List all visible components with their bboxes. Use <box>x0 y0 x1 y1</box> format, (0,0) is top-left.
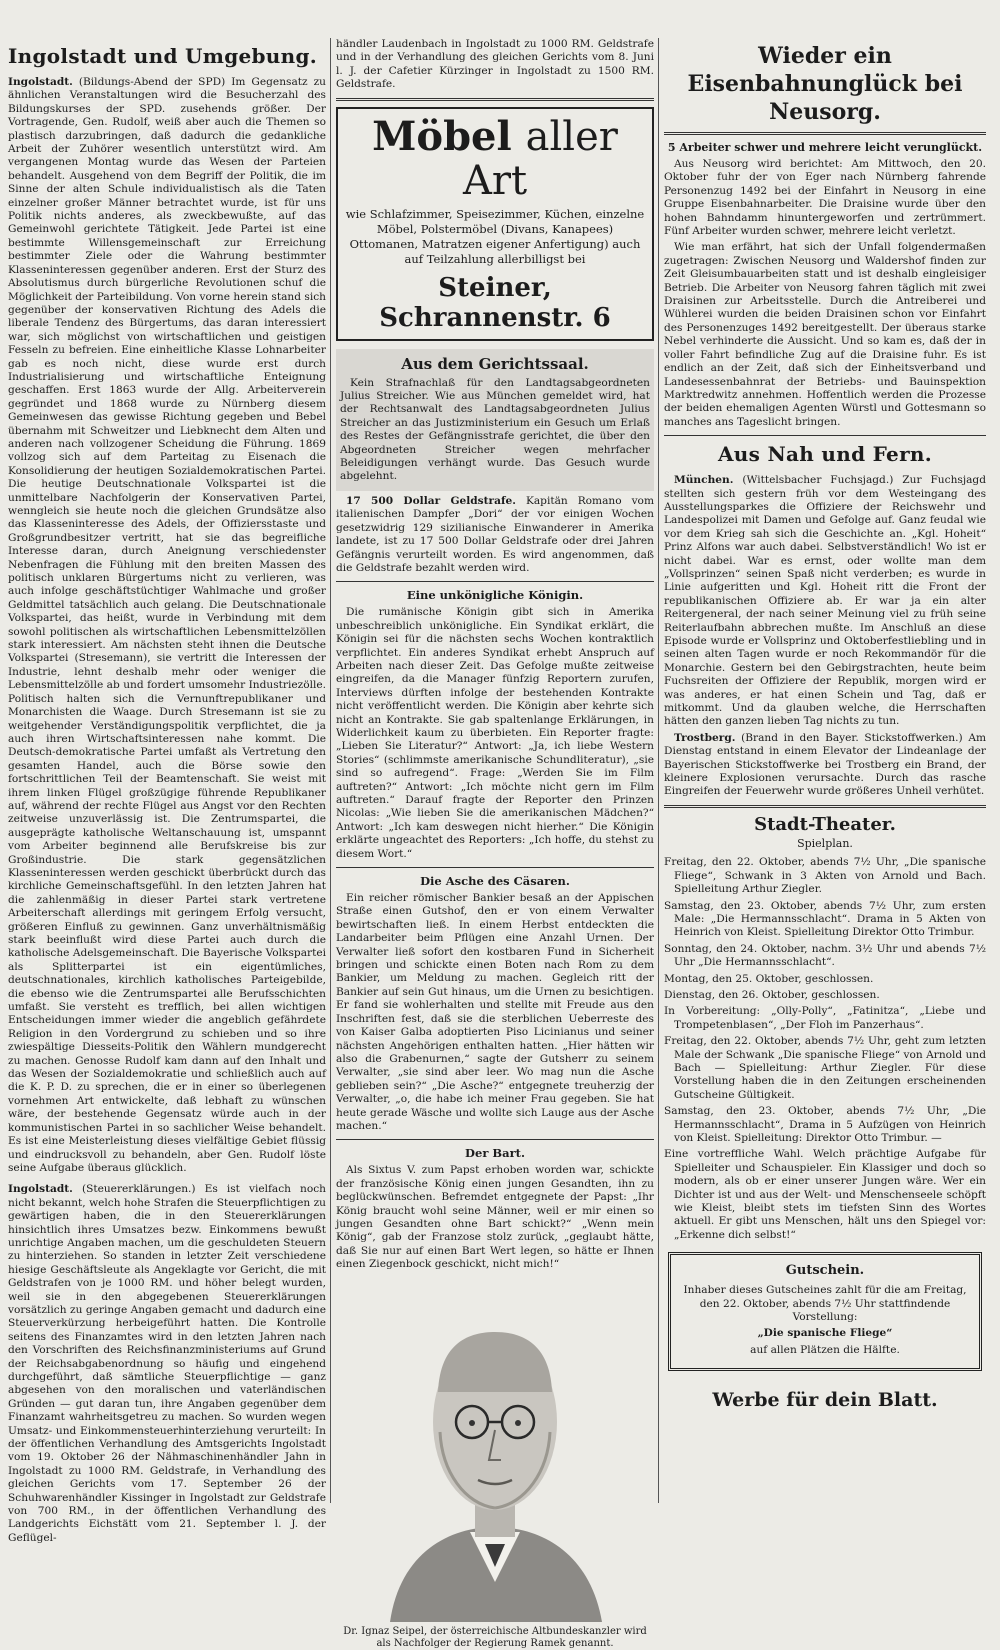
divider <box>336 867 654 868</box>
article-bildungsabend <box>8 76 326 1175</box>
article-body: Zur Fuchsjagd stellten sich gestern früh vor dem Westeingang des Ausstellungsparkes die Offiziere der Reichswehr und Landespolizei mit Damen und Gefolge auf. Ganz feudal wie vor dem Krieg sah sich die Geschichte an. „Kgl. Hoheit“ Prinz Alfons war auch dabei. Selbstverständlich! Wo ist er nicht dabei. War es ernst, oder wollte man dem „Vollsprinzen“ seinen Spaß nicht verderben; es wurde in Linie aufgeritten und Kgl. Hoheit ritt die Front der republikanischen Offiziere ab. Er war ja ein alter Reitergeneral, der nach seiner Meinung viel zu früh seine Reiterlaufbahn abbrechen mußte. Im Anschluß an diese Episode wurde er Vollsprinz und Oktoberfestliebling und in seinen alten Tagen wurde er noch Rekommandör für die Monarchie. Gestern bei den Gebirgstrachten, heute beim Fuchsreiten der Offiziere der Republik, morgen wird er was anderes, er hat einen Schein und Tag, daß er mitkommt. Und da glauben welche, die Herrschaften hätten den ganzen lieben Tag nichts zu tun. <box>664 474 986 728</box>
theatre-subheading: Spielplan. <box>797 836 853 850</box>
court-article-dollar <box>336 495 654 575</box>
schedule-item: Freitag, den 22. Oktober, abends 7½ Uhr, geht zum letzten Male der Schwank „Die spanische Fliege“ von Arnold und Bach — Spielleitung: Arthur Ziegler. Für diese Vorstellung haben die in den Zeitungen erscheinenden Gutscheine Gültigkeit. <box>664 1035 986 1101</box>
rail-accident-headline: Wieder ein Eisenbahnunglück bei Neusorg. <box>687 43 963 125</box>
divider <box>664 132 986 135</box>
article-subtitle: (Brand in den Bayer. Stickstoffwerken.) <box>741 731 963 744</box>
coupon-text: Inhaber dieses Gutscheines zahlt für die am Freitag, den 22. Oktober, abends 7½ Uhr stattfindende Vorstellung: <box>683 1284 967 1324</box>
column-divider <box>658 38 659 1503</box>
rail-accident-subheadline: 5 Arbeiter schwer und mehrere leicht verunglückt. <box>667 141 983 154</box>
schedule-item: Montag, den 25. Oktober, geschlossen. <box>664 972 874 985</box>
schedule-item: Freitag, den 22. Oktober, abends 7½ Uhr, „Die spanische Fliege“, Schwank in 3 Akten von Arnold und Bach. Spielleitung Arthur Ziegler. <box>664 856 986 896</box>
coupon-title: „Die spanische Fliege“ <box>757 1327 893 1340</box>
article-body: Im Gegensatz zu ähnlichen Veranstaltungen wird die Besucherzahl des Bildungskurses der SPD. zusehends größer. Der Vortragende, Gen. Rudolf, weiß aber auch die Themen so plastisch darzubringen, daß dadurch die gedankliche Arbeit der Zuhörer wesentlich unterstützt wird. Am vergangenen Montag wurde das Wesen der Parteien behandelt. Ausgehend von dem Begriff der Politik, die im Sinne der alten Schule individualistisch als die Taten einzelner großer Männer betrachtet wurde, ist für uns Politik nichts anderes, als zweckbewußte, auf das Gemeinwohl gerichtete Tätigkeit. Jede Partei ist eine bestimmte Willensgemeinschaft zur Erreichung bestimmter Ziele oder die Wahrung bestimmter Klasseninteressen gegenüber anderen. Erst der Sturz des Absolutismus durch bürgerliche Revolutionen schuf die Möglichkeit der Parteibildung. Von vorne herein stand sich gegenüber der konservativen Richtung des Adels die liberale Tendenz des Bürgertums, das daran interessiert war, sich möglichst von wirtschaftlichen und geistigen Fesseln zu befreien. Eine einheitliche Klasse Lohnarbeiter gab es noch nicht, diese wurde erst durch Industrialisierung und wirtschaftliche Enteignung geschaffen. Erst 1863 wurde der Allg. Arbeiterverein gegründet und 1868 wurde zu Nürnberg diesem Gemeinwesen das gewisse Richtung gegeben und Bebel übernahm mit Schweitzer und Liebknecht dem Alten und anderen nach vollzogener Scheidung die Führung. 1869 vollzog sich auf dem Parteitag zu Eisenach die Konsolidierung der heutigen Sozialdemokratischen Partei. Die heutige Deutschnationale Volkspartei ist die unmittelbare Nachfolgerin der Konservativen Partei, wenngleich sie heute noch die gleichen Grundsätze also das Klasseninteresse des Adels, der Offiziersstaste und Großgrundbesitzer vertritt, hat sie das begreifliche Interesse daran, durch Aneignung verschiedenster Nebenfragen die Fühlung mit den breiten Massen des politisch unklaren Bürgertums nicht zu verlieren, was auch infolge geschäftstüchtiger Wahlmache und großer Geldmittel tatsächlich auch gelang. Die Deutschnationale Volkspartei, das heißt, wurde in Verbindung mit dem sowohl politischen als wirtschaftlichen Lebensmittelzöllen stark interessiert. Am nächsten steht ihnen die Deutsche Volkspartei (Stresemann), sie vertritt die Interessen der Industrie, lehnt deshalb mehr oder weniger die Lebensmittelzölle ab und fordert umsomehr Industriezölle. Politisch halten sich die Vernunftrepublikaner und Monarchisten die Waage. Durch Stresemann ist sie zu weitgehender Verständigungspolitik verpflichtet, die ja auch ihren Wirtschaftsinteressen nahe kommt. Die Deutsch-demokratische Partei umfaßt als Vertretung den gesamten Handel, auch die Börse sowie den fortschrittlichen Teil der Beamtenschaft. Sie weist mit ihrem linken Flügel großzügige führende Republikaner auf, während der rechte Flügel aus Angst vor den Rechten zeitweise unzuverlässig ist. Die Zentrumspartei, die ausgeprägte katholische Weltanschauung ist, umspannt vom Arbeiter beginnend alle Berufskreise bis zur Großindustrie. Die stark gegensätzlichen Klasseninteressen werden geschickt überbrückt durch das kirchliche Gemeinschaftsgefühl. In den letzten Jahren hat die zahlenmäßig in dieser Partei stark vertretene Arbeiterschaft allerdings mit geringem Erfolg versucht, größeren Einfluß zu gewinnen. Ganz unverhältnismäßig stark beeinflußt wird diese Partei auch durch die katholische Adelsgemeinschaft. Die Bayerische Volkspartei als Splitterpartei ist ein eigentümliches, deutschnationales, kirchlich katholisches Parteigebilde, die ebenso wie die Zentrumspartei alle Berufsschichten umfaßt. Sie versteht es trefflich, bei allen wichtigen Entscheidungen immer wieder die angeblich gefährdete Religion in den Vordergrund zu schieben und so ihre zwiespältige Diesseits-Politik den Wählern mundgerecht zu machen. Genosse Rudolf kam dann auf den Inhalt und das Wesen der Sozialdemokratie und schließlich auch auf die K. P. D. zu sprechen, die er in einer so überlegenen vornehmen Art entwickelte, daß lebhaft zu wünschen wäre, der bestehende Gegensatz würde auch in der kommunistischen Partei in so sachlicher Weise behandelt. Es ist eine Meisterleistung dieses vielfältige Gebiet flüssig und eindrucksvoll zu behandeln, aber Gen. Rudolf löste seine Aufgabe überaus glücklich. <box>8 76 327 1174</box>
schedule-item: Dienstag, den 26. Oktober, geschlossen. <box>664 988 880 1001</box>
column-local-news <box>8 38 327 1544</box>
article-lead: Trostberg. <box>674 731 736 744</box>
court-heading: Aus dem Gerichtssaal. <box>401 354 589 373</box>
column-misc <box>336 38 654 1649</box>
queen-heading: Eine unkönigliche Königin. <box>406 588 584 603</box>
schedule-item: In Vorbereitung: „Olly-Polly“, „Fatinitza“, „Liebe und Trompetenblasen“, „Der Floh im Panzerhaus“. <box>664 1005 986 1031</box>
article-lead: München. <box>674 474 734 487</box>
article-body: Es ist vielfach noch nicht bekannt, welch hohe Strafen die Steuerpflichtigen zu gewärtigen haben, die in den Steuererklärungen hinsichtlich ihres Umsatzes bezw. Einkommens bewußt unrichtige Angaben machen, um die geschuldeten Steuern zu hinterziehen. So standen in letzter Zeit verschiedene hiesige Geschäftsleute als Angeklagte vor Gericht, die mit Geldstrafen von je 1000 RM. und höher belegt wurden, weil sie in den abgegebenen Steuererklärungen vorsätzlich zu geringe Angaben gemacht und dadurch eine Steuerverkürzung herbeigeführt hatten. Die Kontrolle seitens des Finanzamtes wird in den letzten Jahren nach den Vorschriften des Reichsfinanzministeriums auf Grund der Reichsabgabenordnung so häufig und eingehend durchgeführt, daß sämtliche Steuerpflichtige — ganz abgesehen von den moralischen und vaterländischen Gründen — gut daran tun, ihre Angaben gegenüber dem Finanzamt wahrheitsgetreu zu machen. So wurden wegen Umsatz- und Einkommensteuerhinterziehung verurteilt: In der öffentlichen Verhandlung des Amtsgerichts Ingolstadt vom 19. Oktober 26 der Nähmaschinenhändler Jahn in Ingolstadt zu 1000 RM. Geldstrafe, in Verhandlung des gleichen Gerichts vom 17. September 26 der Schuhwarenhändler Kissinger in Ingolstadt zur Geldstrafe von 700 RM., in der öffentlichen Verhandlung des Landgerichts Eichstätt vom 21. September l. J. der Geflügel- <box>8 1183 327 1544</box>
court-article-streicher: Kein Strafnachlaß für den Landtagsabgeordneten Julius Streicher. Wie aus München gemeldet wird, hat der Rechtsanwalt des Landtagsabgeordneten Julius Streicher an das Justizministerium ein Gesuch um Erlaß des Restes der Gefängnisstrafe gerichtet, die über den Abgeordneten Streicher wegen mehrfacher Beleidigungen verhängt wurde. Das Gesuch wurde abgelehnt. <box>340 376 650 483</box>
column-divider <box>330 38 331 1503</box>
beard-article: Als Sixtus V. zum Papst erhoben worden war, schickte der französische König einen jungen Gesandten, ihn zu beglückwünschen. Befremdet entgegnete der Papst: „Ihr König braucht wohl seine Männer, weil er mir einen so jungen Gesandten ohne Bart schickt?“ „Wenn mein König“, gab der Franzose stolz zurück, „geglaubt hätte, daß Sie nur auf einen Bart Wert legen, so hätte er Ihnen einen Ziegenbock geschickt, nicht mich!“ <box>336 1164 654 1271</box>
divider <box>336 98 654 101</box>
section-heading: Ingolstadt und Umgebung. <box>8 44 318 68</box>
ad-address: Steiner, Schrannenstr. 6 <box>379 272 611 333</box>
article-lead: 17 500 Dollar Geldstrafe. <box>346 494 516 507</box>
schedule-item: Eine vortreffliche Wahl. Welch prächtige Aufgabe für Spielleiter und Schauspieler. Ein Klassiger und doch so modern, als ob er einer unserer Jungen wäre. Wer ein Dichter ist und aus der Welt- und Menschenseele schöpft wie Kleist, bleibt stets im tiefsten Sinn des Wortes aktuell. Er gibt uns Menschen, hält uns den Spiegel vor: „Erkenne dich selbst!“ <box>664 1148 986 1241</box>
theatre-heading: Stadt-Theater. <box>754 813 896 835</box>
furniture-advertisement <box>336 107 654 341</box>
rail-accident-text: Aus Neusorg wird berichtet: Am Mittwoch, den 20. Oktober fuhr der von Eger nach Nürnberg fahrende Personenzug 1492 bei der Einfahrt in Neusorg in eine Gruppe Eisenbahnarbeiter. Die Draisine wurde über den hohen Bahndamm hinuntergeworfen und zertrümmert. Fünf Arbeiter wurden schwer, mehrere leicht verletzt. <box>664 158 986 238</box>
divider <box>664 435 986 436</box>
slogan: Werbe für dein Blatt. <box>712 1389 938 1412</box>
queen-article: Die rumänische Königin gibt sich in Amerika unbeschreiblich unkönigliche. Ein Syndikat erklärt, die Königin sei für die nächsten sechs Wochen kontraktlich verpflichtet. Ein anderes Syndikat erhebt Anspruch auf Arbeiten nach dieser Zeit. Das Gefolge mußte zeitweise eingreifen, da die Manager fünfzig Reportern zurufen, Interviews dürften infolge der bestehenden Kontrakte nicht veröffentlicht werden. Die Königin aber kehrte sich nicht an Kontrakte. Sie gab spaltenlange Erklärungen, in Widerlichkeit kaum zu überbieten. Ein Reporter fragte: „Lieben Sie Literatur?“ Antwort: „Ja, ich liebe Western Stories“ (schlimmste amerikanische Schundliteratur), „sie sind so aufregend“. Frage: „Werden Sie im Film auftreten?“ Antwort: „Ich möchte nicht gern im Film auftreten.“ Darauf fragte der Reporter den Prinzen Nicolas: „Wie lieben Sie die amerikanischen Mädchen?“ Antwort: „Ich kam deswegen nicht hierher.“ Die Königin erklärte ungeachtet des Reporters: „Ich hoffe, du stehst zu diesem Wort.“ <box>336 606 654 860</box>
coupon-heading: Gutschein. <box>785 1263 865 1279</box>
article-fuchsjagd <box>664 474 986 729</box>
article-body: Kapitän Romano vom italienischen Dampfer „Dori“ der vor einigen Wochen gesetzwidrig 129 sizilianische Einwanderer in Amerika landete, ist zu 17 500 Dollar Geldstrafe oder drei Jahren Gefängnis verurteilt worden. Es wird angenommen, daß die Geldstrafe bezahlt werden wird. <box>336 494 654 574</box>
article-body: Am Dienstag entstand in einem Elevator der Lindeanlage der Bayerischen Stickstoffwerke bei Trostberg ein Brand, der kleinere Explosionen verursachte. Durch das rasche Eingreifen der Feuerwehr wurde größeres Unheil verhütet. <box>664 731 987 798</box>
divider <box>664 805 986 808</box>
column-news <box>664 38 986 1508</box>
ad-description: wie Schlafzimmer, Speisezimmer, Küchen, einzelne Möbel, Polstermöbel (Divans, Kanapees) Ottomanen, Matratzen eigener Anfertigung) auch auf Teilzahlung allerbilligst bei <box>345 206 645 266</box>
divider <box>336 581 654 582</box>
portrait-image <box>370 1282 620 1622</box>
article-subtitle: (Steuererklärungen.) <box>81 1183 196 1196</box>
ad-headline <box>344 112 646 204</box>
coupon-text-2: auf allen Plätzen die Hälfte. <box>750 1343 900 1356</box>
coupon-box <box>668 1252 982 1371</box>
portrait-drawing <box>370 1282 620 1622</box>
divider <box>336 1139 654 1140</box>
article-lead: Ingolstadt. <box>8 76 73 88</box>
ad-word-moebel: Möbel <box>372 112 512 160</box>
article-trostberg <box>664 732 986 799</box>
schedule-item: Samstag, den 23. Oktober, abends 7½ Uhr, zum ersten Male: „Die Hermannsschlacht“. Drama in 5 Akten von Heinrich von Kleist. Spielleitung Direktor Otto Trimbur. <box>664 899 986 939</box>
portrait-caption: Dr. Ignaz Seipel, der österreichische Altbundeskanzler wird als Nachfolger der Regierung Ramek genannt. <box>343 1625 647 1649</box>
rail-accident-text-2: Wie man erfährt, hat sich der Unfall folgendermaßen zugetragen: Zwischen Neusorg und Waldershof finden zur Zeit Gleisumbauarbeiten statt und ist deshalb eingleisiger Betrieb. Die Arbeiter von Neusorg fahren täglich mit zwei Draisinen zur Arbeitsstelle. Durch die Antreiberei und Wühlerei wurden die beiden Draisinen schon vor Einfahrt des Personenzuges 1492 bereitgestellt. Der überaus starke Nebel verhinderte die Aussicht. Und so kam es, daß der in voller Fahrt befindliche Zug auf die Draisine fuhr. Es ist endlich an der Zeit, daß sich der Einheitsverband und Landesessenbahnrat der Betriebs- und Bauinspektion Marktredwitz annehmen. Hoffentlich werden die Prozesse der beiden ehemaligen Agenten Würstl und Gottesmann so manches ans Tageslicht bringen. <box>664 241 986 428</box>
ash-article: Ein reicher römischer Bankier besaß an der Appischen Straße einen Gutshof, den er von einem Verwalter bewirtschaften ließ. In einem Herbst entdeckten die Landarbeiter beim Pflügen eine Anzahl Urnen. Der Verwalter ließ sofort den kostbaren Fund in Sicherheit bringen und schickte einen Boten nach Rom zu dem Bankier, um Meldung zu machen. Gegleich ritt der Bankier auf sein Gut hinaus, um die Urnen zu besichtigen. Er fand sie wohlerhalten und stellte mit Freude aus den Inschriften fest, daß sie die sterblichen Ueberreste des von Kaiser Galba adoptierten Piso Licinianus und seiner nächsten Angehörigen enthalten hatten. „Hier hätten wir also die Grabenurnen,“ sagte der Gutsherr zu seinem Verwalter, „sie sind aber leer. Wo mag nun die Asche geblieben sein?“ „Die Asche?“ entgegnete treuherzig der Verwalter, „o, die habe ich meiner Frau gegeben. Sie hat heute gerade Wäsche und wollte sich Lauge aus der Asche machen.“ <box>336 892 654 1132</box>
article-steuererklaerungen <box>8 1183 326 1545</box>
continued-text: händler Laudenbach in Ingolstadt zu 1000 RM. Geldstrafe und in der Verhandlung des gleichen Gerichts vom 8. Juni l. J. der Cafetier Kürzinger in Ingolstadt zu 1500 RM. Geldstrafe. <box>336 38 654 91</box>
schedule-item: Sonntag, den 24. Oktober, nachm. 3½ Uhr und abends 7½ Uhr „Die Hermannsschlacht“. <box>664 942 986 969</box>
schedule-item: Samstag, den 23. Oktober, abends 7½ Uhr, „Die Hermannsschlacht“, Drama in 5 Aufzügen von Heinrich von Kleist. Spielleitung: Direktor Otto Trimbur. — <box>664 1105 986 1144</box>
court-section <box>336 349 654 491</box>
ad-word-aller-art: aller Art <box>462 113 618 204</box>
theatre-schedule <box>664 856 986 1242</box>
article-lead: Ingolstadt. <box>8 1183 73 1196</box>
near-far-heading: Aus Nah und Fern. <box>717 442 933 467</box>
article-subtitle: (Bildungs-Abend der SPD) <box>78 76 226 88</box>
article-subtitle: (Wittelsbacher Fuchsjagd.) <box>742 474 894 487</box>
ash-heading: Die Asche des Cäsaren. <box>420 874 570 889</box>
beard-heading: Der Bart. <box>465 1146 525 1161</box>
